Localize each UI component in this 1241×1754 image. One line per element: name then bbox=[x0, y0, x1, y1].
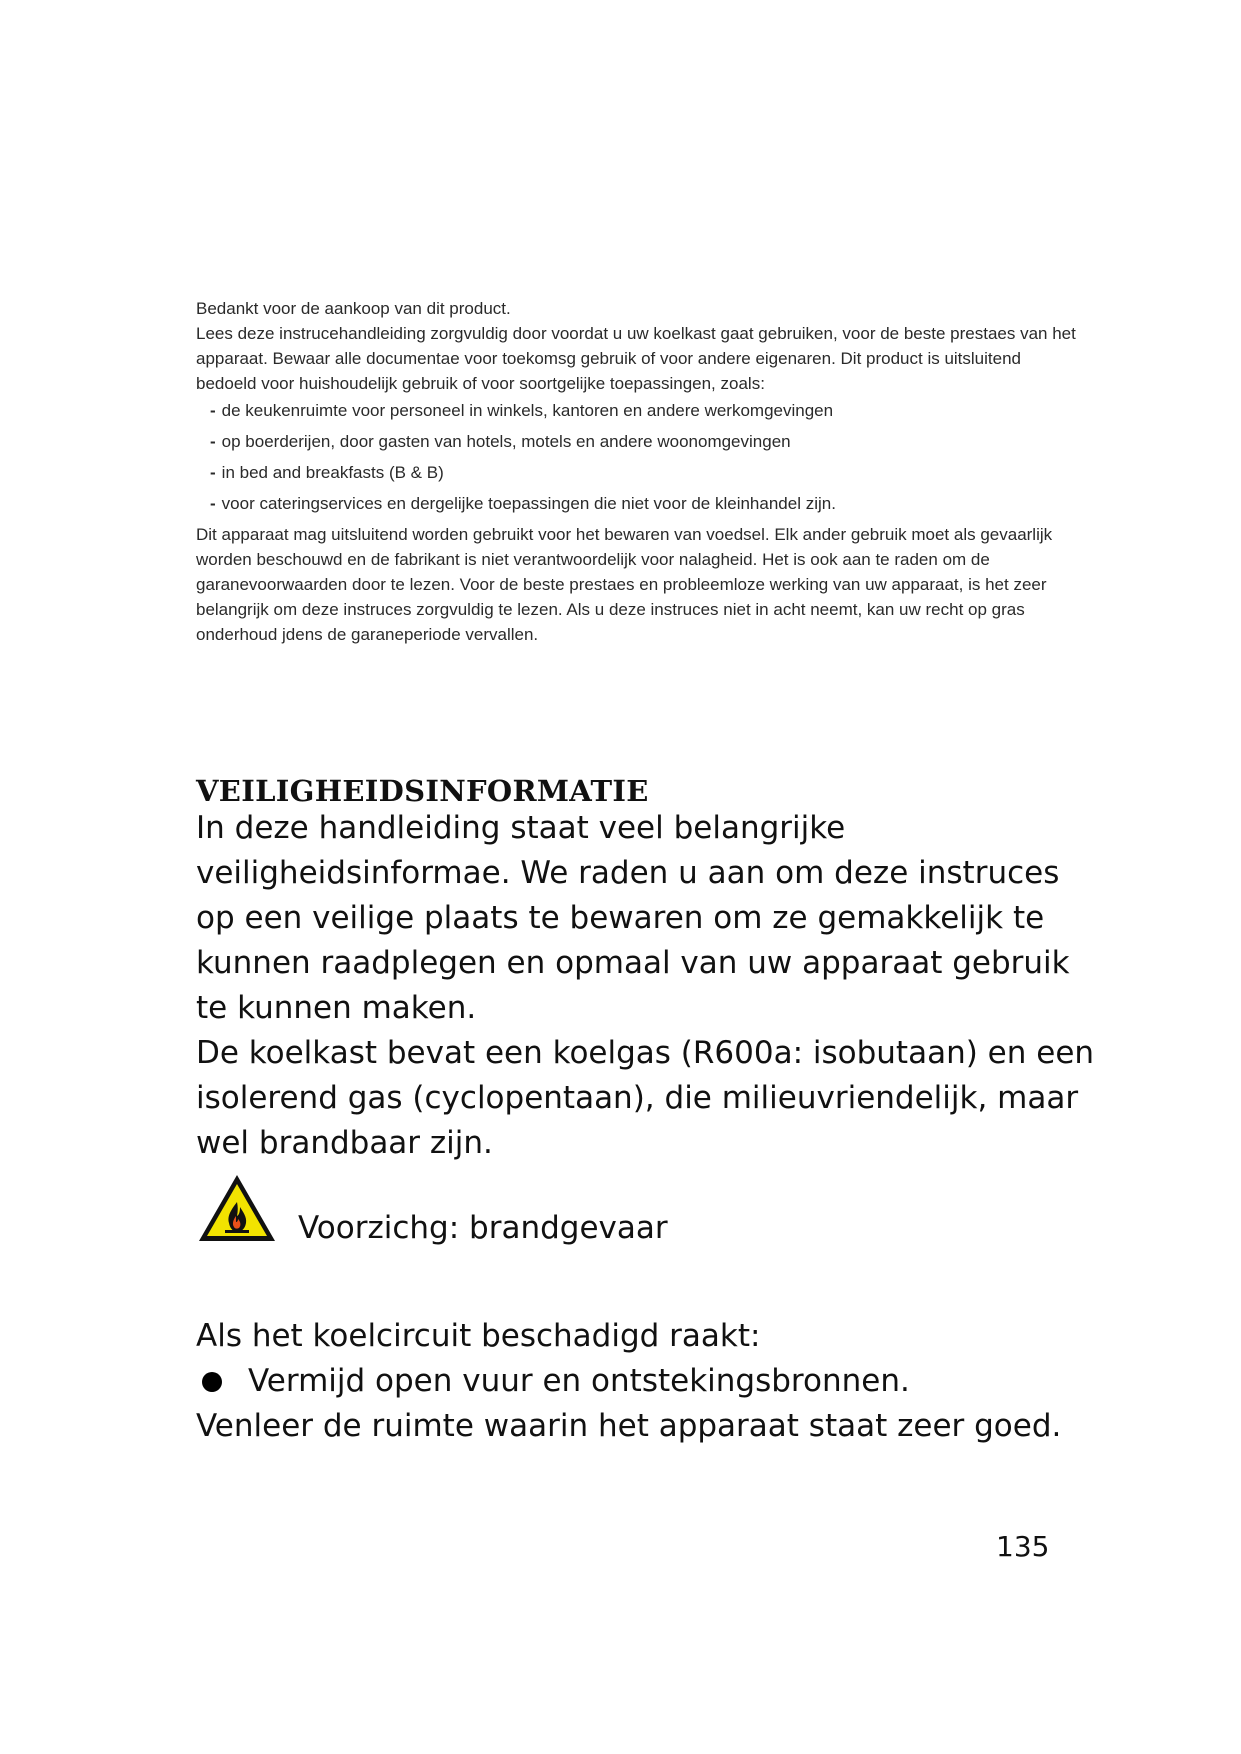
list-item: - op boerderijen, door gasten van hotels, motels en andere woonomgevingen bbox=[210, 432, 791, 451]
dash-marker: - bbox=[210, 494, 216, 513]
dash-marker: - bbox=[210, 463, 216, 482]
fire-warning bbox=[196, 1172, 1096, 1258]
list-item: - in bed and breakfasts (B & B) bbox=[210, 463, 444, 482]
list-item: Vermijd open vuur en ontstekingsbronnen. bbox=[196, 1359, 1096, 1404]
usage-list bbox=[210, 398, 1076, 516]
intro-usage-warning: Dit apparaat mag uitsluitend worden gebruikt voor het bewaren van voedsel. Elk ander gebruik moet als gevaarlijk worden beschouwd en de fabrikant is niet verantwoordelijk voor nalagheid. Het is ook aan te raden om de garanevoorwaarden door te lezen. Voor de beste prestaes en probleemloze werking van uw apparaat, is het zeer belangrijk om deze instruces zorgvuldig te lezen. Als u deze instruces niet in acht neemt, kan uw recht op gras onderhoud jdens de garaneperiode vervallen. bbox=[196, 525, 1053, 644]
safety-intro: In deze handleiding staat veel belangrijke veiligheidsinformae. We raden u aan om deze instruces op een veilige plaats te bewaren om ze gemakkelijk te kunnen raadplegen en opmaal van uw apparaat gebruik te kunnen maken. bbox=[196, 810, 1070, 1026]
bullet-dot-icon bbox=[202, 1372, 222, 1392]
safety-text bbox=[196, 806, 1096, 1166]
intro-thanks: Bedankt voor de aankoop van dit product. bbox=[196, 299, 511, 318]
flammable-warning-icon bbox=[196, 1172, 278, 1244]
warning-text: Voorzichg: brandgevaar bbox=[298, 1210, 668, 1246]
circuit-section bbox=[196, 1314, 1096, 1449]
dash-marker: - bbox=[210, 432, 216, 451]
intro-instructions: Lees deze instrucehandleiding zorgvuldig door voordat u uw koelkast gaat gebruiken, voor de beste prestaes van het apparaat. Bewaar alle documentae voor toekomsg gebruik of voor andere eigenaren. Dit product is uitsluitend bedoeld voor huishoudelijk gebruik of voor soortgelijke toepassingen, zoals: bbox=[196, 324, 1076, 393]
intro-section bbox=[196, 296, 1076, 647]
circuit-heading: Als het koelcircuit beschadigd raakt: bbox=[196, 1318, 761, 1354]
list-item: - voor cateringservices en dergelijke toepassingen die niet voor de kleinhandel zijn. bbox=[210, 494, 836, 513]
ventilate-line: Venleer de ruimte waarin het apparaat staat zeer goed. bbox=[196, 1408, 1062, 1444]
gas-info: De koelkast bevat een koelgas (R600a: isobutaan) en een isolerend gas (cyclopentaan), die milieuvriendelijk, maar wel brandbaar zijn. bbox=[196, 1035, 1095, 1161]
page-number: 135 bbox=[996, 1530, 1050, 1563]
dash-marker: - bbox=[210, 401, 216, 420]
list-item: - de keukenruimte voor personeel in winkels, kantoren en andere werkomgevingen bbox=[210, 401, 834, 420]
section-title: VEILIGHEIDSINFORMATIE bbox=[196, 774, 649, 808]
